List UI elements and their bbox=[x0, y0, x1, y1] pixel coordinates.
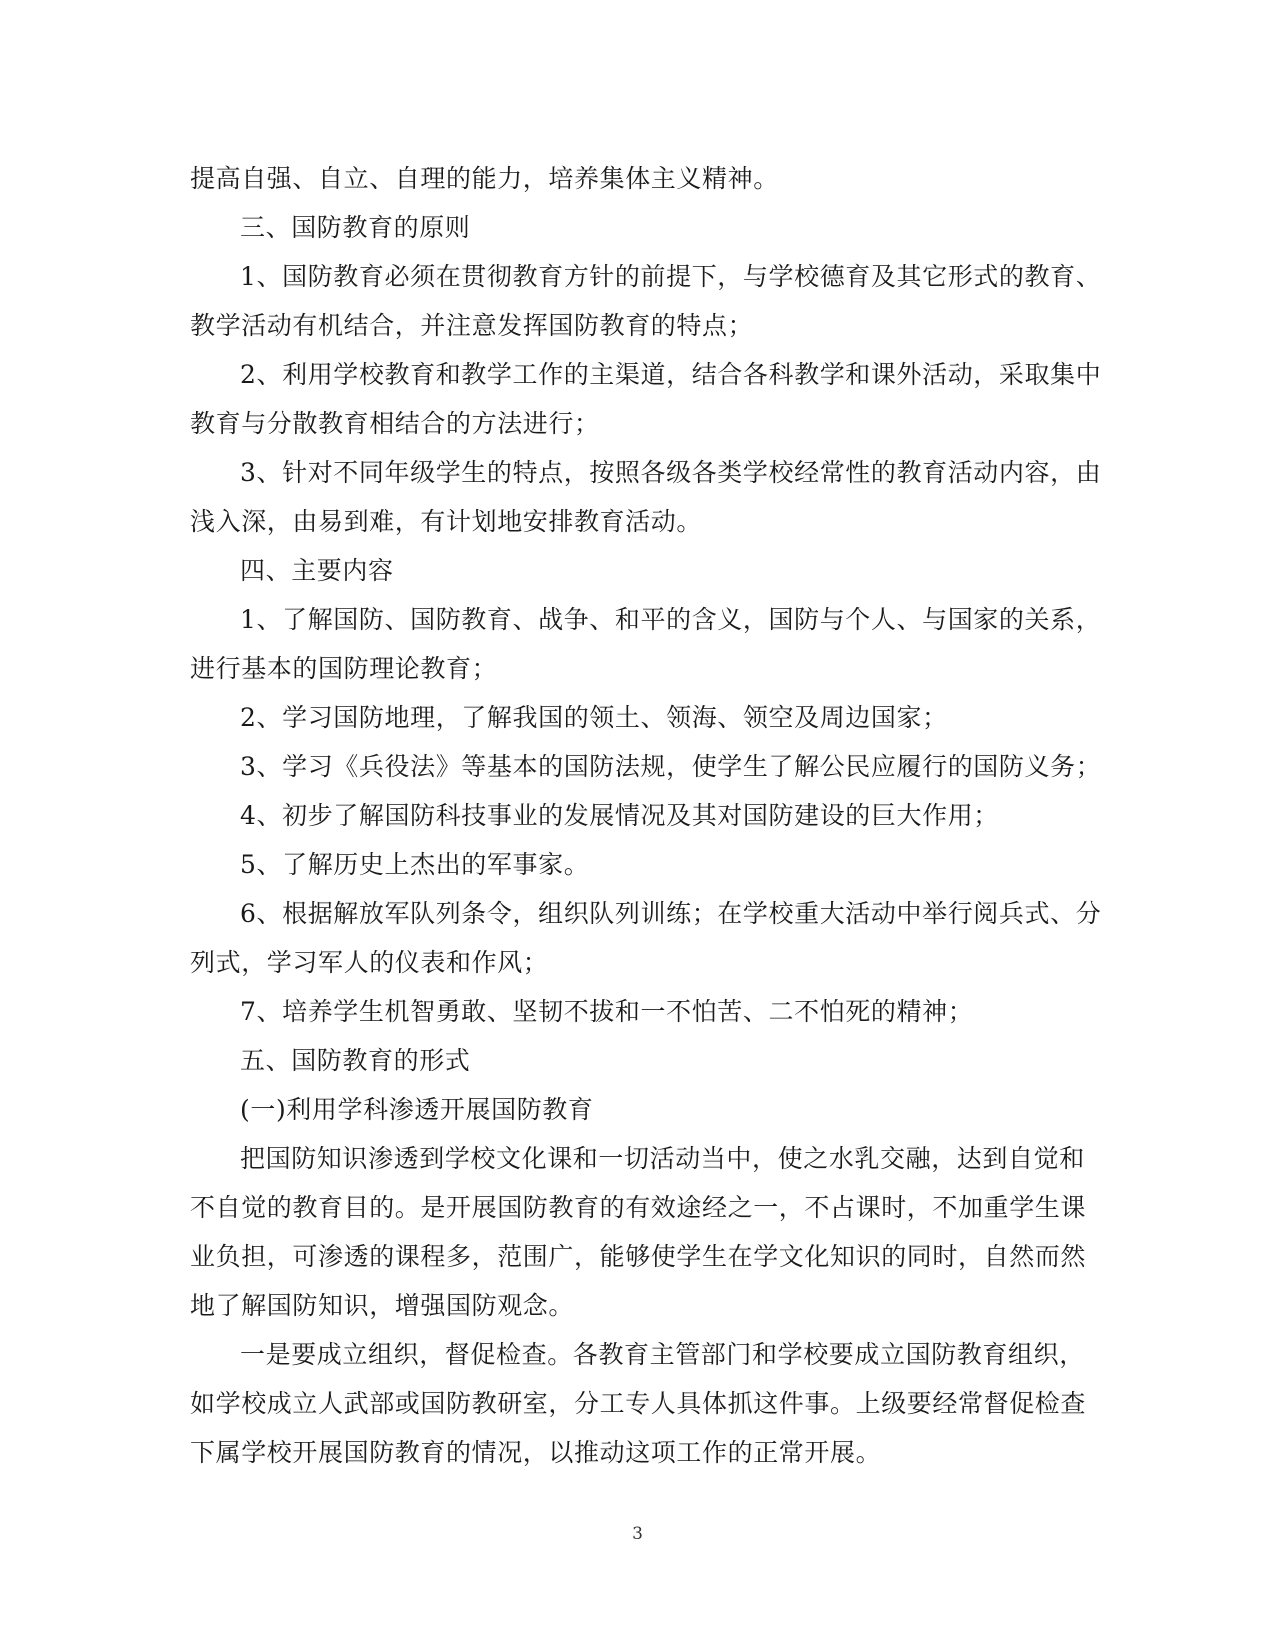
text-line: 如学校成立人武部或国防教研室，分工专人具体抓这件事。上级要经常督促检查 bbox=[190, 1389, 1087, 1418]
text-line: 把国防知识渗透到学校文化课和一切活动当中，使之水乳交融，达到自觉和 bbox=[240, 1144, 1085, 1173]
text-line: 业负担，可渗透的课程多，范围广，能够使学生在学文化知识的同时，自然而然 bbox=[190, 1242, 1087, 1271]
text-line: 1、国防教育必须在贯彻教育方针的前提下，与学校德育及其它形式的教育、 bbox=[240, 262, 1102, 291]
text-line: 3、学习《兵役法》等基本的国防法规，使学生了解公民应履行的国防义务； bbox=[240, 752, 1102, 781]
text-line: 3、针对不同年级学生的特点，按照各级各类学校经常性的教育活动内容，由 bbox=[240, 458, 1102, 487]
text-line: 教育与分散教育相结合的方法进行； bbox=[190, 409, 600, 438]
text-line: 一是要成立组织，督促检查。各教育主管部门和学校要成立国防教育组织， bbox=[240, 1340, 1085, 1369]
text-line: 进行基本的国防理论教育； bbox=[190, 654, 498, 683]
text-line: 1、了解国防、国防教育、战争、和平的含义，国防与个人、与国家的关系， bbox=[240, 605, 1102, 634]
text-line: 四、主要内容 bbox=[240, 556, 394, 585]
text-line: 列式，学习军人的仪表和作风； bbox=[190, 948, 549, 977]
text-line: 提高自强、自立、自理的能力，培养集体主义精神。 bbox=[190, 164, 779, 193]
text-line: 地了解国防知识，增强国防观念。 bbox=[190, 1291, 575, 1320]
text-line: 下属学校开展国防教育的情况，以推动这项工作的正常开展。 bbox=[190, 1438, 882, 1467]
text-line: 2、学习国防地理，了解我国的领土、领海、领空及周边国家； bbox=[240, 703, 948, 732]
text-line: 三、国防教育的原则 bbox=[240, 213, 471, 242]
text-line: 五、国防教育的形式 bbox=[240, 1046, 471, 1075]
text-line: 不自觉的教育目的。是开展国防教育的有效途经之一，不占课时，不加重学生课 bbox=[190, 1193, 1087, 1222]
text-line: 浅入深，由易到难，有计划地安排教育活动。 bbox=[190, 507, 703, 536]
text-line: 2、利用学校教育和教学工作的主渠道，结合各科教学和课外活动，采取集中 bbox=[240, 360, 1102, 389]
page-number: 3 bbox=[632, 1524, 643, 1544]
text-line: 5、了解历史上杰出的军事家。 bbox=[240, 850, 590, 879]
text-line: 6、根据解放军队列条令，组织队列训练；在学校重大活动中举行阅兵式、分 bbox=[240, 899, 1102, 928]
body-text bbox=[190, 154, 1102, 1477]
text-line: (一)利用学科渗透开展国防教育 bbox=[240, 1095, 594, 1124]
text-line: 4、初步了解国防科技事业的发展情况及其对国防建设的巨大作用； bbox=[240, 801, 999, 830]
text-line: 7、培养学生机智勇敢、坚韧不拔和一不怕苦、二不怕死的精神； bbox=[240, 997, 974, 1026]
text-line: 教学活动有机结合，并注意发挥国防教育的特点； bbox=[190, 311, 754, 340]
